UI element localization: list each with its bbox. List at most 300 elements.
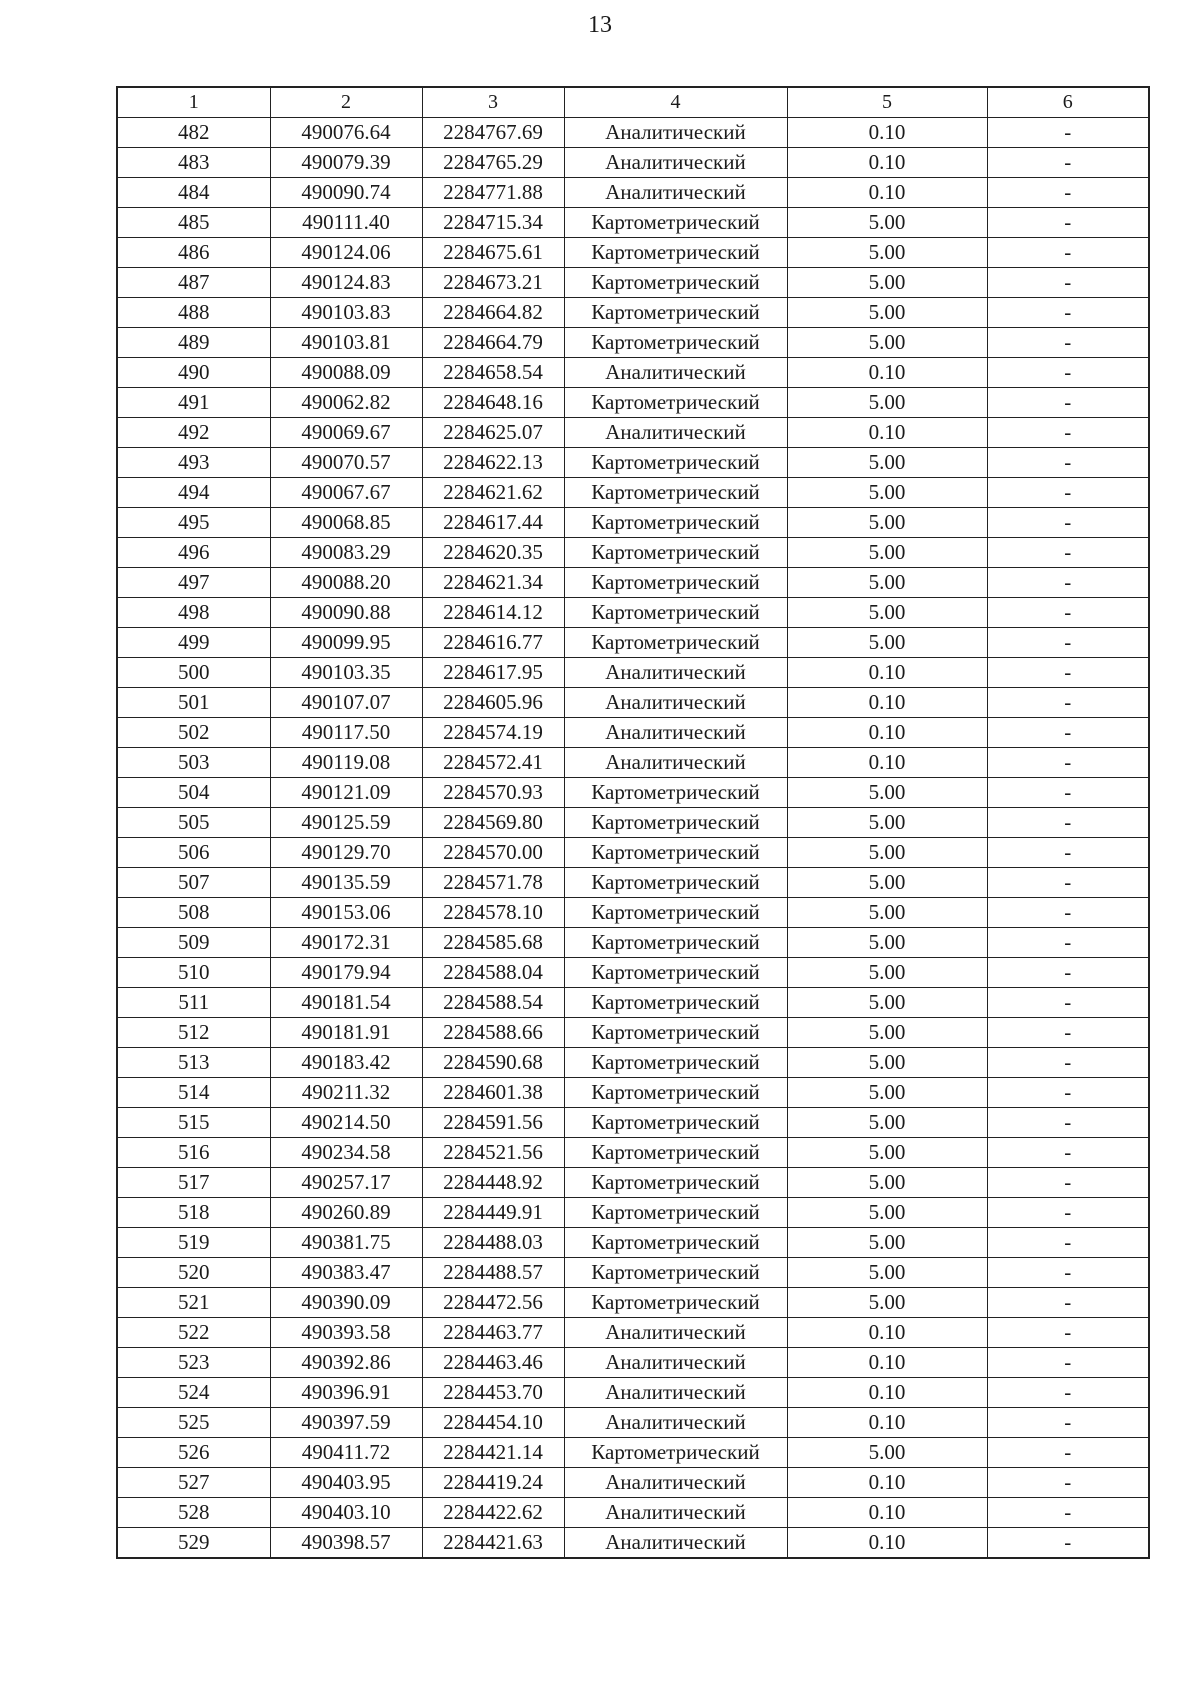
method-cell: Картометрический (564, 868, 787, 898)
column-header-4: 4 (564, 87, 787, 118)
accuracy-cell: 0.10 (787, 1468, 987, 1498)
x-coordinate-cell: 490119.08 (270, 748, 422, 778)
point-number-cell: 517 (117, 1168, 270, 1198)
x-coordinate-cell: 490088.09 (270, 358, 422, 388)
point-number-cell: 502 (117, 718, 270, 748)
table-row (117, 1108, 1149, 1138)
method-cell: Аналитический (564, 718, 787, 748)
y-coordinate-cell: 2284771.88 (422, 178, 564, 208)
accuracy-cell: 0.10 (787, 118, 987, 148)
point-number-cell: 504 (117, 778, 270, 808)
table-row (117, 808, 1149, 838)
x-coordinate-cell: 490260.89 (270, 1198, 422, 1228)
x-coordinate-cell: 490103.83 (270, 298, 422, 328)
note-cell: - (987, 628, 1149, 658)
method-cell: Картометрический (564, 838, 787, 868)
accuracy-cell: 0.10 (787, 1378, 987, 1408)
y-coordinate-cell: 2284765.29 (422, 148, 564, 178)
point-number-cell: 497 (117, 568, 270, 598)
y-coordinate-cell: 2284715.34 (422, 208, 564, 238)
point-number-cell: 514 (117, 1078, 270, 1108)
table-row (117, 1048, 1149, 1078)
table-row (117, 928, 1149, 958)
note-cell: - (987, 1078, 1149, 1108)
point-number-cell: 485 (117, 208, 270, 238)
table-row (117, 1408, 1149, 1438)
accuracy-cell: 0.10 (787, 148, 987, 178)
x-coordinate-cell: 490076.64 (270, 118, 422, 148)
note-cell: - (987, 298, 1149, 328)
note-cell: - (987, 1528, 1149, 1559)
table-row (117, 838, 1149, 868)
accuracy-cell: 5.00 (787, 568, 987, 598)
table-row (117, 1468, 1149, 1498)
table-row (117, 1168, 1149, 1198)
note-cell: - (987, 1258, 1149, 1288)
table-row (117, 628, 1149, 658)
method-cell: Аналитический (564, 1348, 787, 1378)
method-cell: Картометрический (564, 268, 787, 298)
y-coordinate-cell: 2284588.54 (422, 988, 564, 1018)
x-coordinate-cell: 490069.67 (270, 418, 422, 448)
y-coordinate-cell: 2284590.68 (422, 1048, 564, 1078)
method-cell: Аналитический (564, 1528, 787, 1559)
point-number-cell: 511 (117, 988, 270, 1018)
accuracy-cell: 0.10 (787, 418, 987, 448)
note-cell: - (987, 268, 1149, 298)
point-number-cell: 482 (117, 118, 270, 148)
note-cell: - (987, 208, 1149, 238)
accuracy-cell: 5.00 (787, 448, 987, 478)
y-coordinate-cell: 2284601.38 (422, 1078, 564, 1108)
x-coordinate-cell: 490103.81 (270, 328, 422, 358)
accuracy-cell: 5.00 (787, 208, 987, 238)
table-row (117, 208, 1149, 238)
method-cell: Картометрический (564, 958, 787, 988)
y-coordinate-cell: 2284421.63 (422, 1528, 564, 1559)
y-coordinate-cell: 2284621.34 (422, 568, 564, 598)
x-coordinate-cell: 490099.95 (270, 628, 422, 658)
note-cell: - (987, 748, 1149, 778)
y-coordinate-cell: 2284621.62 (422, 478, 564, 508)
method-cell: Картометрический (564, 478, 787, 508)
y-coordinate-cell: 2284578.10 (422, 898, 564, 928)
point-number-cell: 523 (117, 1348, 270, 1378)
column-header-1: 1 (117, 87, 270, 118)
accuracy-cell: 5.00 (787, 1438, 987, 1468)
y-coordinate-cell: 2284617.95 (422, 658, 564, 688)
accuracy-cell: 5.00 (787, 388, 987, 418)
method-cell: Аналитический (564, 148, 787, 178)
accuracy-cell: 5.00 (787, 298, 987, 328)
y-coordinate-cell: 2284463.46 (422, 1348, 564, 1378)
accuracy-cell: 0.10 (787, 658, 987, 688)
note-cell: - (987, 1408, 1149, 1438)
y-coordinate-cell: 2284421.14 (422, 1438, 564, 1468)
y-coordinate-cell: 2284488.57 (422, 1258, 564, 1288)
point-number-cell: 500 (117, 658, 270, 688)
method-cell: Аналитический (564, 1378, 787, 1408)
column-header-5: 5 (787, 87, 987, 118)
point-number-cell: 487 (117, 268, 270, 298)
method-cell: Картометрический (564, 208, 787, 238)
y-coordinate-cell: 2284588.04 (422, 958, 564, 988)
note-cell: - (987, 598, 1149, 628)
accuracy-cell: 5.00 (787, 778, 987, 808)
table-row (117, 1138, 1149, 1168)
point-number-cell: 498 (117, 598, 270, 628)
column-header-3: 3 (422, 87, 564, 118)
point-number-cell: 503 (117, 748, 270, 778)
y-coordinate-cell: 2284622.13 (422, 448, 564, 478)
point-number-cell: 513 (117, 1048, 270, 1078)
x-coordinate-cell: 490153.06 (270, 898, 422, 928)
note-cell: - (987, 718, 1149, 748)
table-row (117, 1438, 1149, 1468)
x-coordinate-cell: 490393.58 (270, 1318, 422, 1348)
note-cell: - (987, 358, 1149, 388)
note-cell: - (987, 1168, 1149, 1198)
y-coordinate-cell: 2284605.96 (422, 688, 564, 718)
method-cell: Картометрический (564, 328, 787, 358)
note-cell: - (987, 988, 1149, 1018)
accuracy-cell: 5.00 (787, 1018, 987, 1048)
x-coordinate-cell: 490125.59 (270, 808, 422, 838)
point-number-cell: 492 (117, 418, 270, 448)
x-coordinate-cell: 490121.09 (270, 778, 422, 808)
note-cell: - (987, 1018, 1149, 1048)
method-cell: Картометрический (564, 508, 787, 538)
x-coordinate-cell: 490403.10 (270, 1498, 422, 1528)
point-number-cell: 506 (117, 838, 270, 868)
point-number-cell: 505 (117, 808, 270, 838)
method-cell: Аналитический (564, 1408, 787, 1438)
x-coordinate-cell: 490083.29 (270, 538, 422, 568)
x-coordinate-cell: 490129.70 (270, 838, 422, 868)
y-coordinate-cell: 2284614.12 (422, 598, 564, 628)
point-number-cell: 521 (117, 1288, 270, 1318)
table-row (117, 1318, 1149, 1348)
table-row (117, 1258, 1149, 1288)
x-coordinate-cell: 490068.85 (270, 508, 422, 538)
y-coordinate-cell: 2284620.35 (422, 538, 564, 568)
table-row (117, 568, 1149, 598)
accuracy-cell: 0.10 (787, 1498, 987, 1528)
x-coordinate-cell: 490124.06 (270, 238, 422, 268)
table-row (117, 328, 1149, 358)
accuracy-cell: 5.00 (787, 268, 987, 298)
point-number-cell: 507 (117, 868, 270, 898)
x-coordinate-cell: 490172.31 (270, 928, 422, 958)
table-row (117, 1228, 1149, 1258)
note-cell: - (987, 928, 1149, 958)
table-row (117, 358, 1149, 388)
table-row (117, 1528, 1149, 1559)
x-coordinate-cell: 490381.75 (270, 1228, 422, 1258)
accuracy-cell: 5.00 (787, 478, 987, 508)
y-coordinate-cell: 2284664.79 (422, 328, 564, 358)
point-number-cell: 522 (117, 1318, 270, 1348)
table-row (117, 508, 1149, 538)
y-coordinate-cell: 2284571.78 (422, 868, 564, 898)
method-cell: Картометрический (564, 448, 787, 478)
point-number-cell: 529 (117, 1528, 270, 1559)
table-row (117, 688, 1149, 718)
y-coordinate-cell: 2284570.93 (422, 778, 564, 808)
accuracy-cell: 5.00 (787, 838, 987, 868)
point-number-cell: 483 (117, 148, 270, 178)
method-cell: Аналитический (564, 658, 787, 688)
method-cell: Картометрический (564, 1258, 787, 1288)
table-row (117, 1078, 1149, 1108)
point-number-cell: 526 (117, 1438, 270, 1468)
point-number-cell: 495 (117, 508, 270, 538)
x-coordinate-cell: 490383.47 (270, 1258, 422, 1288)
accuracy-cell: 5.00 (787, 1258, 987, 1288)
x-coordinate-cell: 490111.40 (270, 208, 422, 238)
x-coordinate-cell: 490079.39 (270, 148, 422, 178)
point-number-cell: 518 (117, 1198, 270, 1228)
table-row (117, 748, 1149, 778)
table-row (117, 538, 1149, 568)
accuracy-cell: 5.00 (787, 988, 987, 1018)
x-coordinate-cell: 490392.86 (270, 1348, 422, 1378)
point-number-cell: 520 (117, 1258, 270, 1288)
table-row (117, 778, 1149, 808)
accuracy-cell: 5.00 (787, 928, 987, 958)
table-row (117, 598, 1149, 628)
method-cell: Картометрический (564, 538, 787, 568)
y-coordinate-cell: 2284585.68 (422, 928, 564, 958)
x-coordinate-cell: 490181.91 (270, 1018, 422, 1048)
method-cell: Аналитический (564, 688, 787, 718)
accuracy-cell: 0.10 (787, 1348, 987, 1378)
point-number-cell: 516 (117, 1138, 270, 1168)
point-number-cell: 527 (117, 1468, 270, 1498)
note-cell: - (987, 508, 1149, 538)
x-coordinate-cell: 490117.50 (270, 718, 422, 748)
accuracy-cell: 5.00 (787, 808, 987, 838)
note-cell: - (987, 118, 1149, 148)
x-coordinate-cell: 490403.95 (270, 1468, 422, 1498)
y-coordinate-cell: 2284574.19 (422, 718, 564, 748)
table-row (117, 1378, 1149, 1408)
x-coordinate-cell: 490211.32 (270, 1078, 422, 1108)
note-cell: - (987, 1318, 1149, 1348)
point-number-cell: 524 (117, 1378, 270, 1408)
coordinates-table (116, 86, 1150, 1559)
accuracy-cell: 0.10 (787, 358, 987, 388)
accuracy-cell: 0.10 (787, 1318, 987, 1348)
note-cell: - (987, 388, 1149, 418)
x-coordinate-cell: 490390.09 (270, 1288, 422, 1318)
table-row (117, 1498, 1149, 1528)
table-row (117, 268, 1149, 298)
y-coordinate-cell: 2284572.41 (422, 748, 564, 778)
table-row (117, 298, 1149, 328)
y-coordinate-cell: 2284569.80 (422, 808, 564, 838)
method-cell: Картометрический (564, 1048, 787, 1078)
y-coordinate-cell: 2284463.77 (422, 1318, 564, 1348)
x-coordinate-cell: 490257.17 (270, 1168, 422, 1198)
method-cell: Аналитический (564, 1468, 787, 1498)
point-number-cell: 491 (117, 388, 270, 418)
y-coordinate-cell: 2284570.00 (422, 838, 564, 868)
accuracy-cell: 5.00 (787, 1288, 987, 1318)
table-row (117, 178, 1149, 208)
x-coordinate-cell: 490090.88 (270, 598, 422, 628)
y-coordinate-cell: 2284675.61 (422, 238, 564, 268)
y-coordinate-cell: 2284625.07 (422, 418, 564, 448)
method-cell: Картометрический (564, 1288, 787, 1318)
x-coordinate-cell: 490397.59 (270, 1408, 422, 1438)
method-cell: Картометрический (564, 628, 787, 658)
column-header-6: 6 (987, 87, 1149, 118)
point-number-cell: 486 (117, 238, 270, 268)
accuracy-cell: 5.00 (787, 508, 987, 538)
point-number-cell: 494 (117, 478, 270, 508)
y-coordinate-cell: 2284419.24 (422, 1468, 564, 1498)
x-coordinate-cell: 490107.07 (270, 688, 422, 718)
note-cell: - (987, 1498, 1149, 1528)
y-coordinate-cell: 2284591.56 (422, 1108, 564, 1138)
note-cell: - (987, 688, 1149, 718)
method-cell: Картометрический (564, 598, 787, 628)
x-coordinate-cell: 490088.20 (270, 568, 422, 598)
method-cell: Картометрический (564, 1078, 787, 1108)
note-cell: - (987, 1438, 1149, 1468)
note-cell: - (987, 658, 1149, 688)
x-coordinate-cell: 490135.59 (270, 868, 422, 898)
table-row (117, 1018, 1149, 1048)
method-cell: Картометрический (564, 298, 787, 328)
method-cell: Аналитический (564, 1498, 787, 1528)
point-number-cell: 499 (117, 628, 270, 658)
x-coordinate-cell: 490067.67 (270, 478, 422, 508)
y-coordinate-cell: 2284488.03 (422, 1228, 564, 1258)
note-cell: - (987, 778, 1149, 808)
y-coordinate-cell: 2284449.91 (422, 1198, 564, 1228)
y-coordinate-cell: 2284448.92 (422, 1168, 564, 1198)
accuracy-cell: 0.10 (787, 178, 987, 208)
accuracy-cell: 5.00 (787, 1078, 987, 1108)
note-cell: - (987, 1138, 1149, 1168)
method-cell: Картометрический (564, 1228, 787, 1258)
point-number-cell: 501 (117, 688, 270, 718)
table-row (117, 238, 1149, 268)
note-cell: - (987, 808, 1149, 838)
note-cell: - (987, 478, 1149, 508)
x-coordinate-cell: 490214.50 (270, 1108, 422, 1138)
note-cell: - (987, 328, 1149, 358)
note-cell: - (987, 868, 1149, 898)
method-cell: Картометрический (564, 1108, 787, 1138)
table-row (117, 388, 1149, 418)
method-cell: Картометрический (564, 1018, 787, 1048)
note-cell: - (987, 1228, 1149, 1258)
note-cell: - (987, 1288, 1149, 1318)
accuracy-cell: 5.00 (787, 898, 987, 928)
table-body (117, 118, 1149, 1559)
y-coordinate-cell: 2284454.10 (422, 1408, 564, 1438)
method-cell: Картометрический (564, 238, 787, 268)
table-row (117, 118, 1149, 148)
accuracy-cell: 5.00 (787, 598, 987, 628)
y-coordinate-cell: 2284472.56 (422, 1288, 564, 1318)
y-coordinate-cell: 2284648.16 (422, 388, 564, 418)
note-cell: - (987, 238, 1149, 268)
accuracy-cell: 0.10 (787, 1408, 987, 1438)
method-cell: Картометрический (564, 1138, 787, 1168)
x-coordinate-cell: 490396.91 (270, 1378, 422, 1408)
table-row (117, 1198, 1149, 1228)
accuracy-cell: 0.10 (787, 718, 987, 748)
point-number-cell: 484 (117, 178, 270, 208)
method-cell: Аналитический (564, 1318, 787, 1348)
y-coordinate-cell: 2284616.77 (422, 628, 564, 658)
y-coordinate-cell: 2284588.66 (422, 1018, 564, 1048)
table-row (117, 868, 1149, 898)
table-row (117, 958, 1149, 988)
note-cell: - (987, 418, 1149, 448)
table-row (117, 898, 1149, 928)
point-number-cell: 496 (117, 538, 270, 568)
method-cell: Аналитический (564, 118, 787, 148)
point-number-cell: 519 (117, 1228, 270, 1258)
method-cell: Аналитический (564, 358, 787, 388)
accuracy-cell: 5.00 (787, 238, 987, 268)
point-number-cell: 510 (117, 958, 270, 988)
note-cell: - (987, 1468, 1149, 1498)
y-coordinate-cell: 2284422.62 (422, 1498, 564, 1528)
accuracy-cell: 5.00 (787, 328, 987, 358)
method-cell: Картометрический (564, 388, 787, 418)
table-row (117, 1288, 1149, 1318)
point-number-cell: 493 (117, 448, 270, 478)
method-cell: Картометрический (564, 778, 787, 808)
accuracy-cell: 5.00 (787, 1228, 987, 1258)
table-row (117, 148, 1149, 178)
method-cell: Картометрический (564, 808, 787, 838)
accuracy-cell: 5.00 (787, 1168, 987, 1198)
table-row (117, 988, 1149, 1018)
point-number-cell: 525 (117, 1408, 270, 1438)
method-cell: Картометрический (564, 1168, 787, 1198)
table-row (117, 718, 1149, 748)
note-cell: - (987, 1348, 1149, 1378)
point-number-cell: 515 (117, 1108, 270, 1138)
point-number-cell: 488 (117, 298, 270, 328)
table-row (117, 1348, 1149, 1378)
accuracy-cell: 5.00 (787, 538, 987, 568)
accuracy-cell: 5.00 (787, 1048, 987, 1078)
method-cell: Картометрический (564, 898, 787, 928)
x-coordinate-cell: 490234.58 (270, 1138, 422, 1168)
method-cell: Картометрический (564, 568, 787, 598)
note-cell: - (987, 538, 1149, 568)
note-cell: - (987, 568, 1149, 598)
note-cell: - (987, 1048, 1149, 1078)
accuracy-cell: 5.00 (787, 868, 987, 898)
point-number-cell: 528 (117, 1498, 270, 1528)
note-cell: - (987, 1108, 1149, 1138)
table-row (117, 418, 1149, 448)
note-cell: - (987, 1378, 1149, 1408)
y-coordinate-cell: 2284664.82 (422, 298, 564, 328)
method-cell: Картометрический (564, 988, 787, 1018)
note-cell: - (987, 958, 1149, 988)
x-coordinate-cell: 490090.74 (270, 178, 422, 208)
